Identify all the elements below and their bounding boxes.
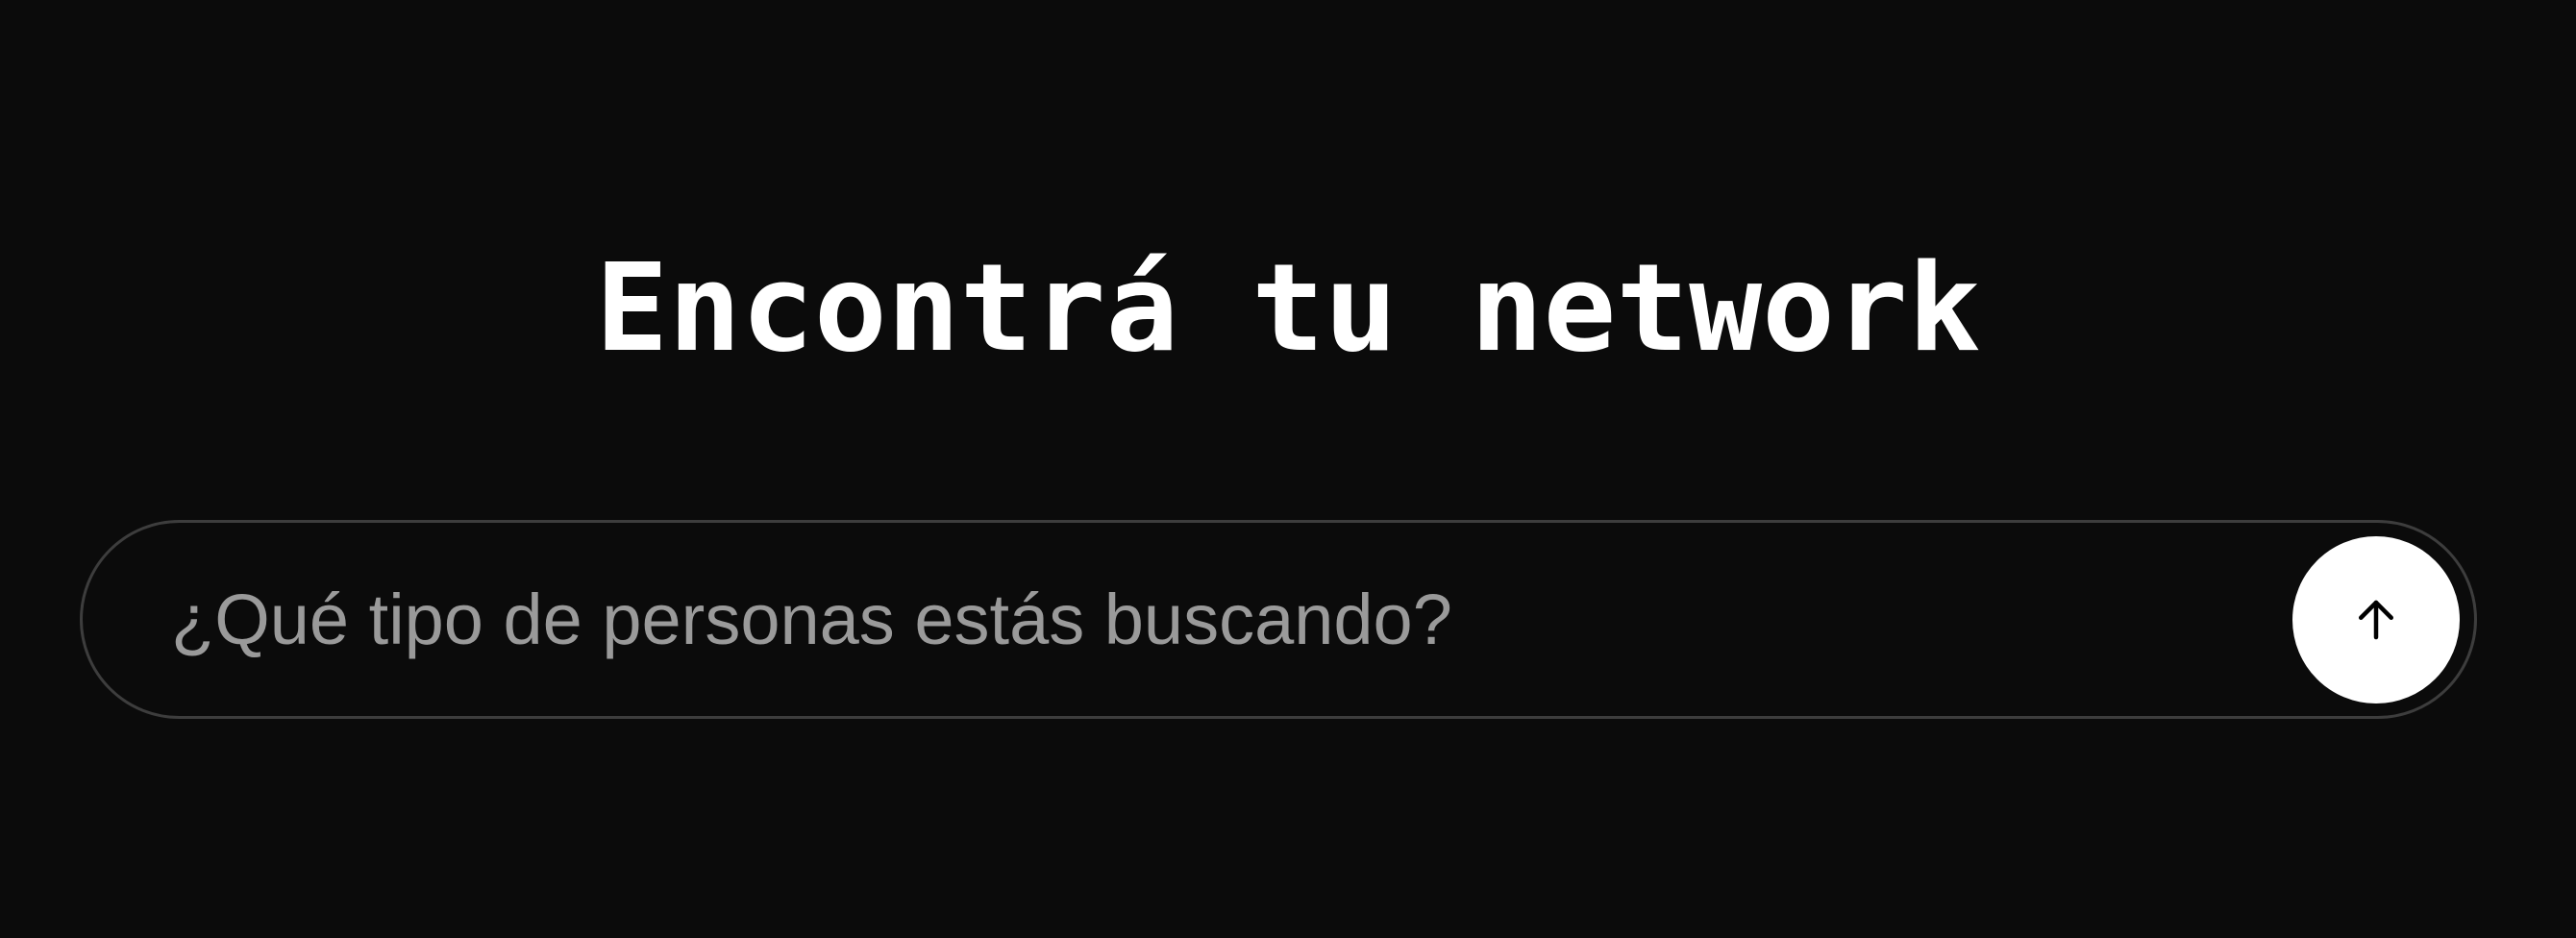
arrow-up-icon (2350, 594, 2402, 646)
search-input[interactable] (171, 562, 2238, 678)
submit-button[interactable] (2292, 536, 2460, 704)
page-title: Encontrá tu network (595, 237, 1981, 379)
search-bar (80, 520, 2477, 719)
